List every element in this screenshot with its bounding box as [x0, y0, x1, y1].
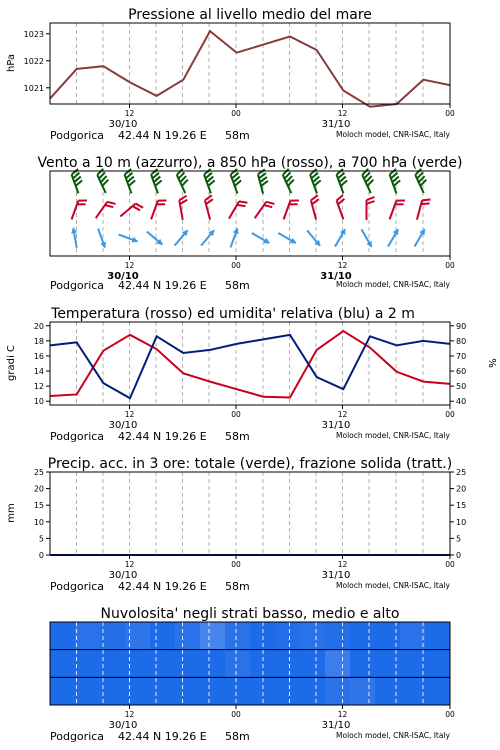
cloud-cell [225, 622, 251, 650]
wind-barb [96, 169, 113, 193]
y-axis-label: hPa [6, 53, 17, 73]
cloud-cell [50, 677, 76, 705]
wind-barb [179, 196, 191, 220]
wind-barb [118, 232, 140, 245]
cloud-cell [425, 622, 451, 650]
barb-flag [78, 198, 87, 204]
location-coords: 42.44 N 19.26 E [118, 730, 207, 743]
cloud-cell [325, 677, 351, 705]
y-tick-label: 16 [33, 351, 44, 361]
cloud-cell [350, 622, 376, 650]
cloud-cell [275, 650, 301, 678]
wind-barb [95, 228, 108, 250]
y-tick-label: 5 [38, 534, 44, 544]
date-label: 31/10 [320, 271, 352, 282]
barb-flag [396, 198, 405, 204]
time-tick-label: 12 [124, 560, 135, 569]
cloud-cell [200, 677, 226, 705]
wind-barb [150, 169, 165, 193]
cloud-cell [125, 650, 151, 678]
y2-tick-label: 50 [456, 382, 467, 392]
wind-barb [70, 227, 80, 249]
cloud-cell [225, 677, 251, 705]
date-label: 30/10 [108, 119, 138, 130]
wind-barb [255, 199, 275, 222]
pressure-line [50, 31, 450, 107]
wind-barb [96, 199, 116, 222]
time-tick-label: 00 [231, 261, 241, 270]
chart-title: Vento a 10 m (azzurro), a 850 hPa (rosso), a 700 hPa (verde) [37, 155, 463, 171]
location-coords: 42.44 N 19.26 E [118, 129, 207, 142]
cloud-cell [75, 677, 101, 705]
time-tick-label: 12 [124, 109, 135, 118]
location-name: Podgorica [50, 279, 105, 292]
barb-arrow [132, 237, 140, 245]
cloud-cell [300, 622, 326, 650]
wind-barb [145, 229, 165, 247]
cloud-cell [100, 677, 126, 705]
y2-tick-label: 20 [456, 484, 467, 494]
y2-tick-label: 60 [456, 367, 467, 377]
cloud-cell [275, 622, 301, 650]
time-tick-label: 12 [337, 261, 348, 270]
wind-barb [229, 199, 247, 223]
cloud-cell [275, 677, 301, 705]
barb-arrow [290, 238, 298, 246]
cloud-cell [350, 650, 376, 678]
location-name: Podgorica [50, 129, 105, 142]
y-tick-label: 1021 [23, 83, 44, 93]
time-tick-label: 00 [445, 710, 455, 719]
y-tick-label: 1023 [23, 29, 44, 39]
cloud-cell [200, 622, 226, 650]
cloud-cell [125, 677, 151, 705]
date-label: 31/10 [321, 119, 351, 130]
cloud-cell [375, 650, 401, 678]
date-label: 30/10 [108, 420, 138, 431]
cloud-cell [125, 622, 151, 650]
time-tick-label: 00 [231, 710, 241, 719]
cloud-cell [425, 650, 451, 678]
time-tick-label: 00 [231, 109, 241, 118]
cloud-cell [175, 677, 201, 705]
y-tick-label: 10 [33, 397, 44, 407]
y-tick-label: 18 [33, 336, 44, 346]
wind-barb [332, 227, 348, 248]
wind-barb [172, 228, 190, 248]
wind-barb [367, 197, 375, 220]
location-coords: 42.44 N 19.26 E [118, 580, 207, 593]
cloud-cell [175, 650, 201, 678]
model-credit: Moloch model, CNR-ISAC, Italy [336, 130, 450, 139]
wind-barb [417, 197, 431, 221]
y-tick-label: 12 [33, 382, 44, 392]
chart-title: Pressione al livello medio del mare [128, 7, 372, 23]
wind-barb [336, 195, 351, 219]
cloud-cell [225, 650, 251, 678]
wind-barb [309, 169, 324, 193]
chart-title: Temperatura (rosso) ed umidita' relativa (blu) a 2 m [51, 306, 415, 322]
cloud-cell [325, 650, 351, 678]
cloud-cell [400, 650, 426, 678]
wind-barb [385, 227, 401, 248]
cloud-cell [300, 677, 326, 705]
date-label: 30/10 [107, 271, 139, 282]
time-tick-label: 12 [124, 410, 135, 419]
barb-arrow [340, 227, 348, 235]
wind-barb [199, 228, 217, 248]
y-axis-label: gradi C [6, 345, 17, 381]
cloud-cell [50, 622, 76, 650]
wind-barb [72, 198, 87, 222]
model-credit: Moloch model, CNR-ISAC, Italy [336, 280, 450, 289]
location-coords: 42.44 N 19.26 E [118, 430, 207, 443]
y2-tick-label: 70 [456, 351, 467, 361]
chart-title: Precip. acc. in 3 ore: totale (verde), frazione solida (tratt.) [47, 456, 453, 472]
wind-barb [228, 227, 241, 249]
model-credit: Moloch model, CNR-ISAC, Italy [336, 731, 450, 740]
cloud-cell [175, 622, 201, 650]
date-label: 31/10 [321, 570, 351, 581]
time-tick-label: 00 [445, 109, 455, 118]
time-tick-label: 12 [337, 710, 348, 719]
cloud-cell [300, 650, 326, 678]
cloud-cell [425, 677, 451, 705]
time-tick-label: 00 [231, 560, 241, 569]
location-coords: 42.44 N 19.26 E [118, 279, 207, 292]
y2-tick-label: 5 [456, 534, 462, 544]
cloud-cell [150, 650, 176, 678]
wind-barb [277, 230, 298, 246]
plot-frame [50, 472, 450, 555]
y-tick-label: 15 [33, 501, 44, 511]
time-tick-label: 12 [337, 410, 348, 419]
y2-tick-label: 80 [456, 336, 467, 346]
location-name: Podgorica [50, 730, 105, 743]
y-tick-label: 10 [33, 517, 44, 527]
chart-title: Nuvolosita' negli strati basso, medio e alto [100, 606, 400, 622]
cloud-cell [150, 677, 176, 705]
wind-barb [204, 195, 218, 219]
model-credit: Moloch model, CNR-ISAC, Italy [336, 431, 450, 440]
y2-tick-label: 15 [456, 501, 467, 511]
date-label: 31/10 [321, 720, 351, 731]
wind-barb [151, 198, 166, 222]
cloud-cell [350, 677, 376, 705]
location-elevation: 58m [225, 279, 250, 292]
wind-barb [390, 198, 405, 222]
barb-arrow [263, 238, 271, 246]
location-name: Podgorica [50, 430, 105, 443]
time-tick-label: 12 [337, 560, 348, 569]
location-name: Podgorica [50, 580, 105, 593]
wind-barb [336, 169, 351, 193]
y-tick-label: 25 [33, 468, 44, 477]
y-tick-label: 0 [38, 551, 44, 560]
time-tick-label: 12 [124, 710, 135, 719]
cloud-cell [75, 622, 101, 650]
wind-barb [310, 195, 324, 219]
wind-barb [124, 169, 139, 193]
wind-barb [412, 227, 428, 248]
time-tick-label: 00 [445, 261, 455, 270]
y2-axis-label: % [486, 358, 497, 368]
cloud-cell [75, 650, 101, 678]
wind-barb [203, 169, 218, 193]
date-label: 31/10 [321, 420, 351, 431]
wind-barb [414, 169, 431, 193]
y-tick-label: 1022 [23, 56, 44, 66]
date-label: 30/10 [108, 720, 138, 731]
location-elevation: 58m [225, 580, 250, 593]
location-elevation: 58m [225, 129, 250, 142]
barb-flag [158, 198, 167, 204]
cloud-cell [50, 650, 76, 678]
y2-tick-label: 90 [456, 321, 467, 331]
time-tick-label: 00 [445, 410, 455, 419]
wind-barb [305, 228, 323, 248]
wind-barb [176, 169, 193, 193]
y-tick-label: 20 [33, 321, 44, 331]
wind-barb [284, 198, 299, 222]
time-tick-label: 00 [445, 560, 455, 569]
cloud-cell [150, 622, 176, 650]
y2-tick-label: 40 [456, 397, 467, 407]
y-tick-label: 20 [33, 484, 44, 494]
wind-barb [359, 228, 375, 249]
cloud-cell [375, 677, 401, 705]
location-elevation: 58m [225, 730, 250, 743]
wind-barb [250, 230, 271, 246]
cloud-cell [325, 622, 351, 650]
plot-frame [50, 23, 450, 104]
y-axis-label: mm [6, 503, 17, 523]
location-elevation: 58m [225, 430, 250, 443]
y2-tick-label: 0 [456, 551, 462, 560]
barb-flag [290, 198, 299, 204]
y2-tick-label: 25 [456, 468, 467, 477]
cloud-cell [100, 650, 126, 678]
barb-flag [367, 201, 375, 204]
time-tick-label: 12 [124, 261, 135, 270]
y-tick-label: 14 [33, 367, 44, 377]
cloud-cell [200, 650, 226, 678]
cloud-cell [400, 677, 426, 705]
date-label: 30/10 [108, 570, 138, 581]
barb-arrow [100, 242, 108, 250]
cloud-cell [400, 622, 426, 650]
time-tick-label: 12 [337, 109, 348, 118]
wind-barb [120, 202, 143, 223]
wind-barb [230, 169, 245, 193]
y2-tick-label: 10 [456, 517, 467, 527]
cloud-cell [100, 622, 126, 650]
cloud-cell [375, 622, 401, 650]
model-credit: Moloch model, CNR-ISAC, Italy [336, 581, 450, 590]
barb-arrow [393, 227, 401, 235]
barb-arrow [366, 241, 374, 249]
wind-barb [71, 169, 86, 193]
barb-flag [367, 197, 375, 200]
barb-arrow [233, 227, 241, 235]
time-tick-label: 00 [231, 410, 241, 419]
wind-barb [257, 169, 271, 193]
